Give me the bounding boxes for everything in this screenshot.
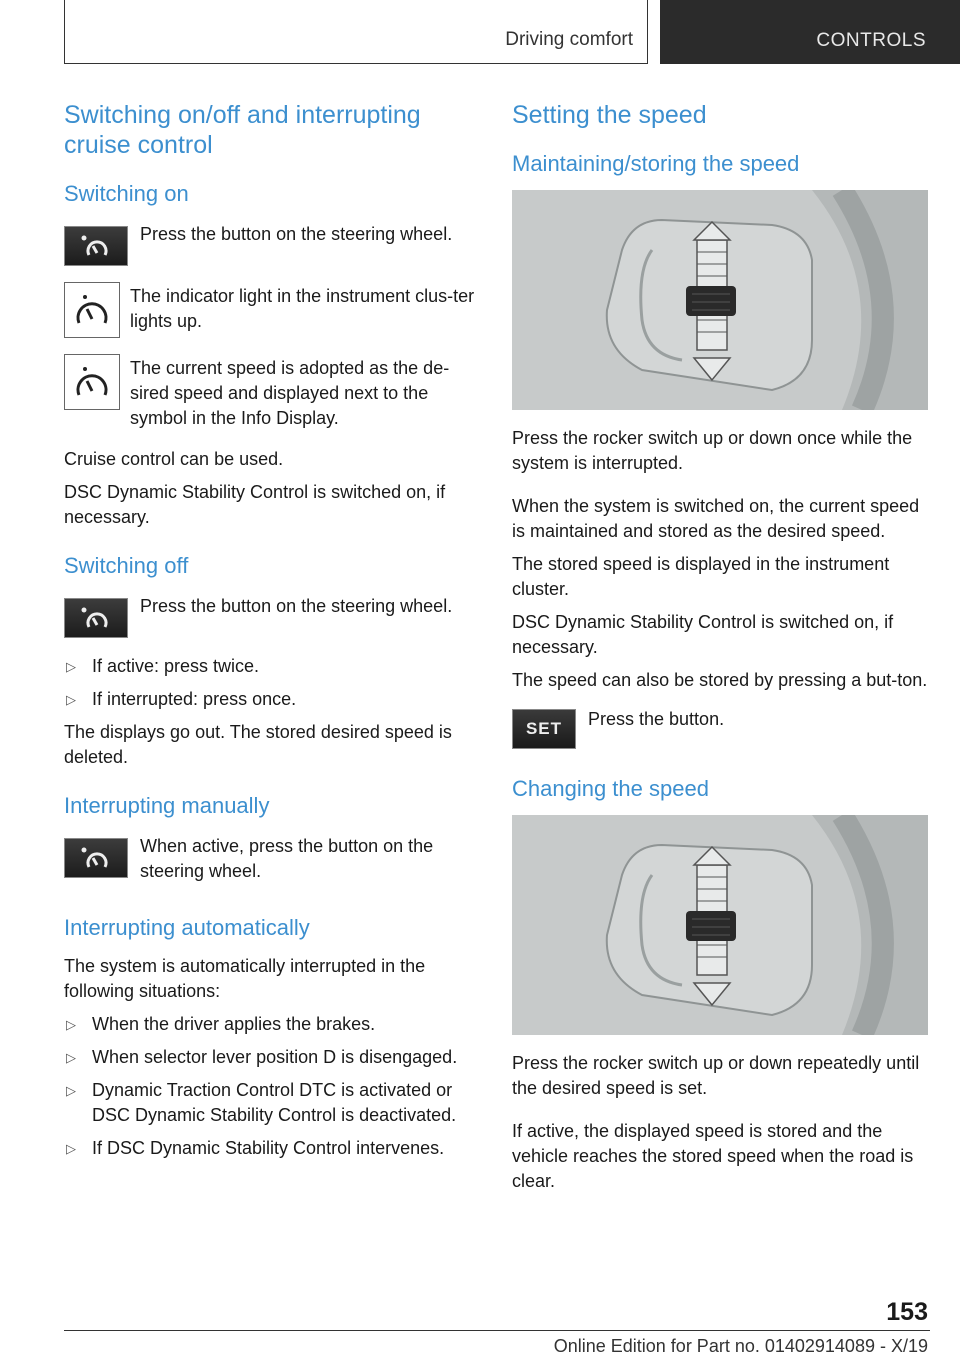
list-item: ▷ Dynamic Traction Control DTC is activated or DSC Dynamic Stability Control is deactivated. (66, 1080, 457, 1125)
paragraph: The displays go out. The stored desired speed is deleted. (64, 722, 452, 767)
step-text: Press the button on the steering wheel. (140, 224, 453, 244)
cruise-control-button-icon (64, 226, 128, 266)
triangle-bullet-icon: ▷ (66, 692, 76, 707)
paragraph: Press the rocker switch up or down repeatedly until the desired speed is set. (512, 1053, 920, 1098)
heading-interrupting-automatically: Interrupting automatically (64, 915, 310, 940)
paragraph: The system is automatically interrupted in the following situations: (64, 956, 426, 1001)
steering-wheel-rocker-image (512, 815, 928, 1035)
step-set-button (512, 705, 932, 749)
triangle-bullet-icon: ▷ (66, 1083, 76, 1098)
paragraph: When the system is switched on, the current speed is maintained and stored as the desired speed. (512, 496, 920, 541)
step-text: The current speed is adopted as the de-sired speed and displayed next to the symbol in the Info Display. (130, 358, 450, 428)
paragraph: Cruise control can be used. (64, 449, 284, 469)
step-switch-off-button (64, 592, 484, 638)
step-interrupt-button (64, 832, 484, 884)
interrupting-automatically-list (64, 1012, 484, 1161)
paragraph: DSC Dynamic Stability Control is switched on, if necessary. (512, 612, 894, 657)
triangle-bullet-icon: ▷ (66, 659, 76, 674)
cruise-indicator-icon (64, 282, 120, 338)
heading-interrupting-manually: Interrupting manually (64, 793, 270, 818)
step-indicator-light (64, 282, 484, 338)
footer-divider (64, 1330, 930, 1331)
set-button-icon: SET (512, 709, 576, 749)
chapter-title: CONTROLS (816, 30, 926, 51)
footer-edition: Online Edition for Part no. 01402914089 - X/19 (553, 1336, 928, 1356)
triangle-bullet-icon: ▷ (66, 1017, 76, 1032)
step-current-speed (64, 354, 484, 431)
page-number: 153 (886, 1298, 928, 1326)
heading-changing-speed: Changing the speed (512, 776, 709, 801)
list-item: ▷ When selector lever position D is disengaged. (64, 1045, 484, 1070)
paragraph: The stored speed is displayed in the instrument cluster. (512, 554, 890, 599)
step-text: Press the button on the steering wheel. (140, 596, 453, 616)
header-chapter-box (660, 0, 960, 64)
list-item: ▷ If DSC Dynamic Stability Control intervenes. (64, 1136, 484, 1161)
triangle-bullet-icon: ▷ (66, 1141, 76, 1156)
list-item: ▷ If active: press twice. (64, 654, 484, 679)
section-title: Driving comfort (505, 29, 633, 50)
heading-switching-off: Switching off (64, 553, 189, 578)
paragraph: If active, the displayed speed is stored and the vehicle reaches the stored speed when the road is clear. (512, 1121, 914, 1191)
heading-switching-on: Switching on (64, 181, 189, 206)
paragraph: Press the rocker switch up or down once while the system is interrupted. (512, 428, 913, 473)
step-text: When active, press the button on the steering wheel. (140, 836, 434, 881)
step-text: Press the button. (588, 709, 725, 729)
cruise-control-button-icon (64, 598, 128, 638)
right-column (512, 100, 932, 1202)
heading-maintaining-speed: Maintaining/storing the speed (512, 151, 800, 176)
steering-wheel-rocker-image (512, 190, 928, 410)
title-switching-cruise-control: Switching on/off and interrupting cruise control (64, 101, 421, 159)
step-text: The indicator light in the instrument clus-ter lights up. (130, 286, 475, 331)
step-switch-on-button (64, 220, 484, 266)
left-column (64, 100, 484, 1169)
header-section-box (64, 0, 648, 64)
list-item: ▷ When the driver applies the brakes. (64, 1012, 484, 1037)
cruise-indicator-icon (64, 354, 120, 410)
list-item: ▷ If interrupted: press once. (64, 687, 484, 712)
title-setting-speed: Setting the speed (512, 101, 707, 129)
paragraph: DSC Dynamic Stability Control is switched on, if necessary. (64, 482, 446, 527)
triangle-bullet-icon: ▷ (66, 1050, 76, 1065)
paragraph: The speed can also be stored by pressing a but-ton. (512, 670, 928, 690)
switching-off-list (64, 654, 484, 712)
cruise-control-button-icon (64, 838, 128, 878)
